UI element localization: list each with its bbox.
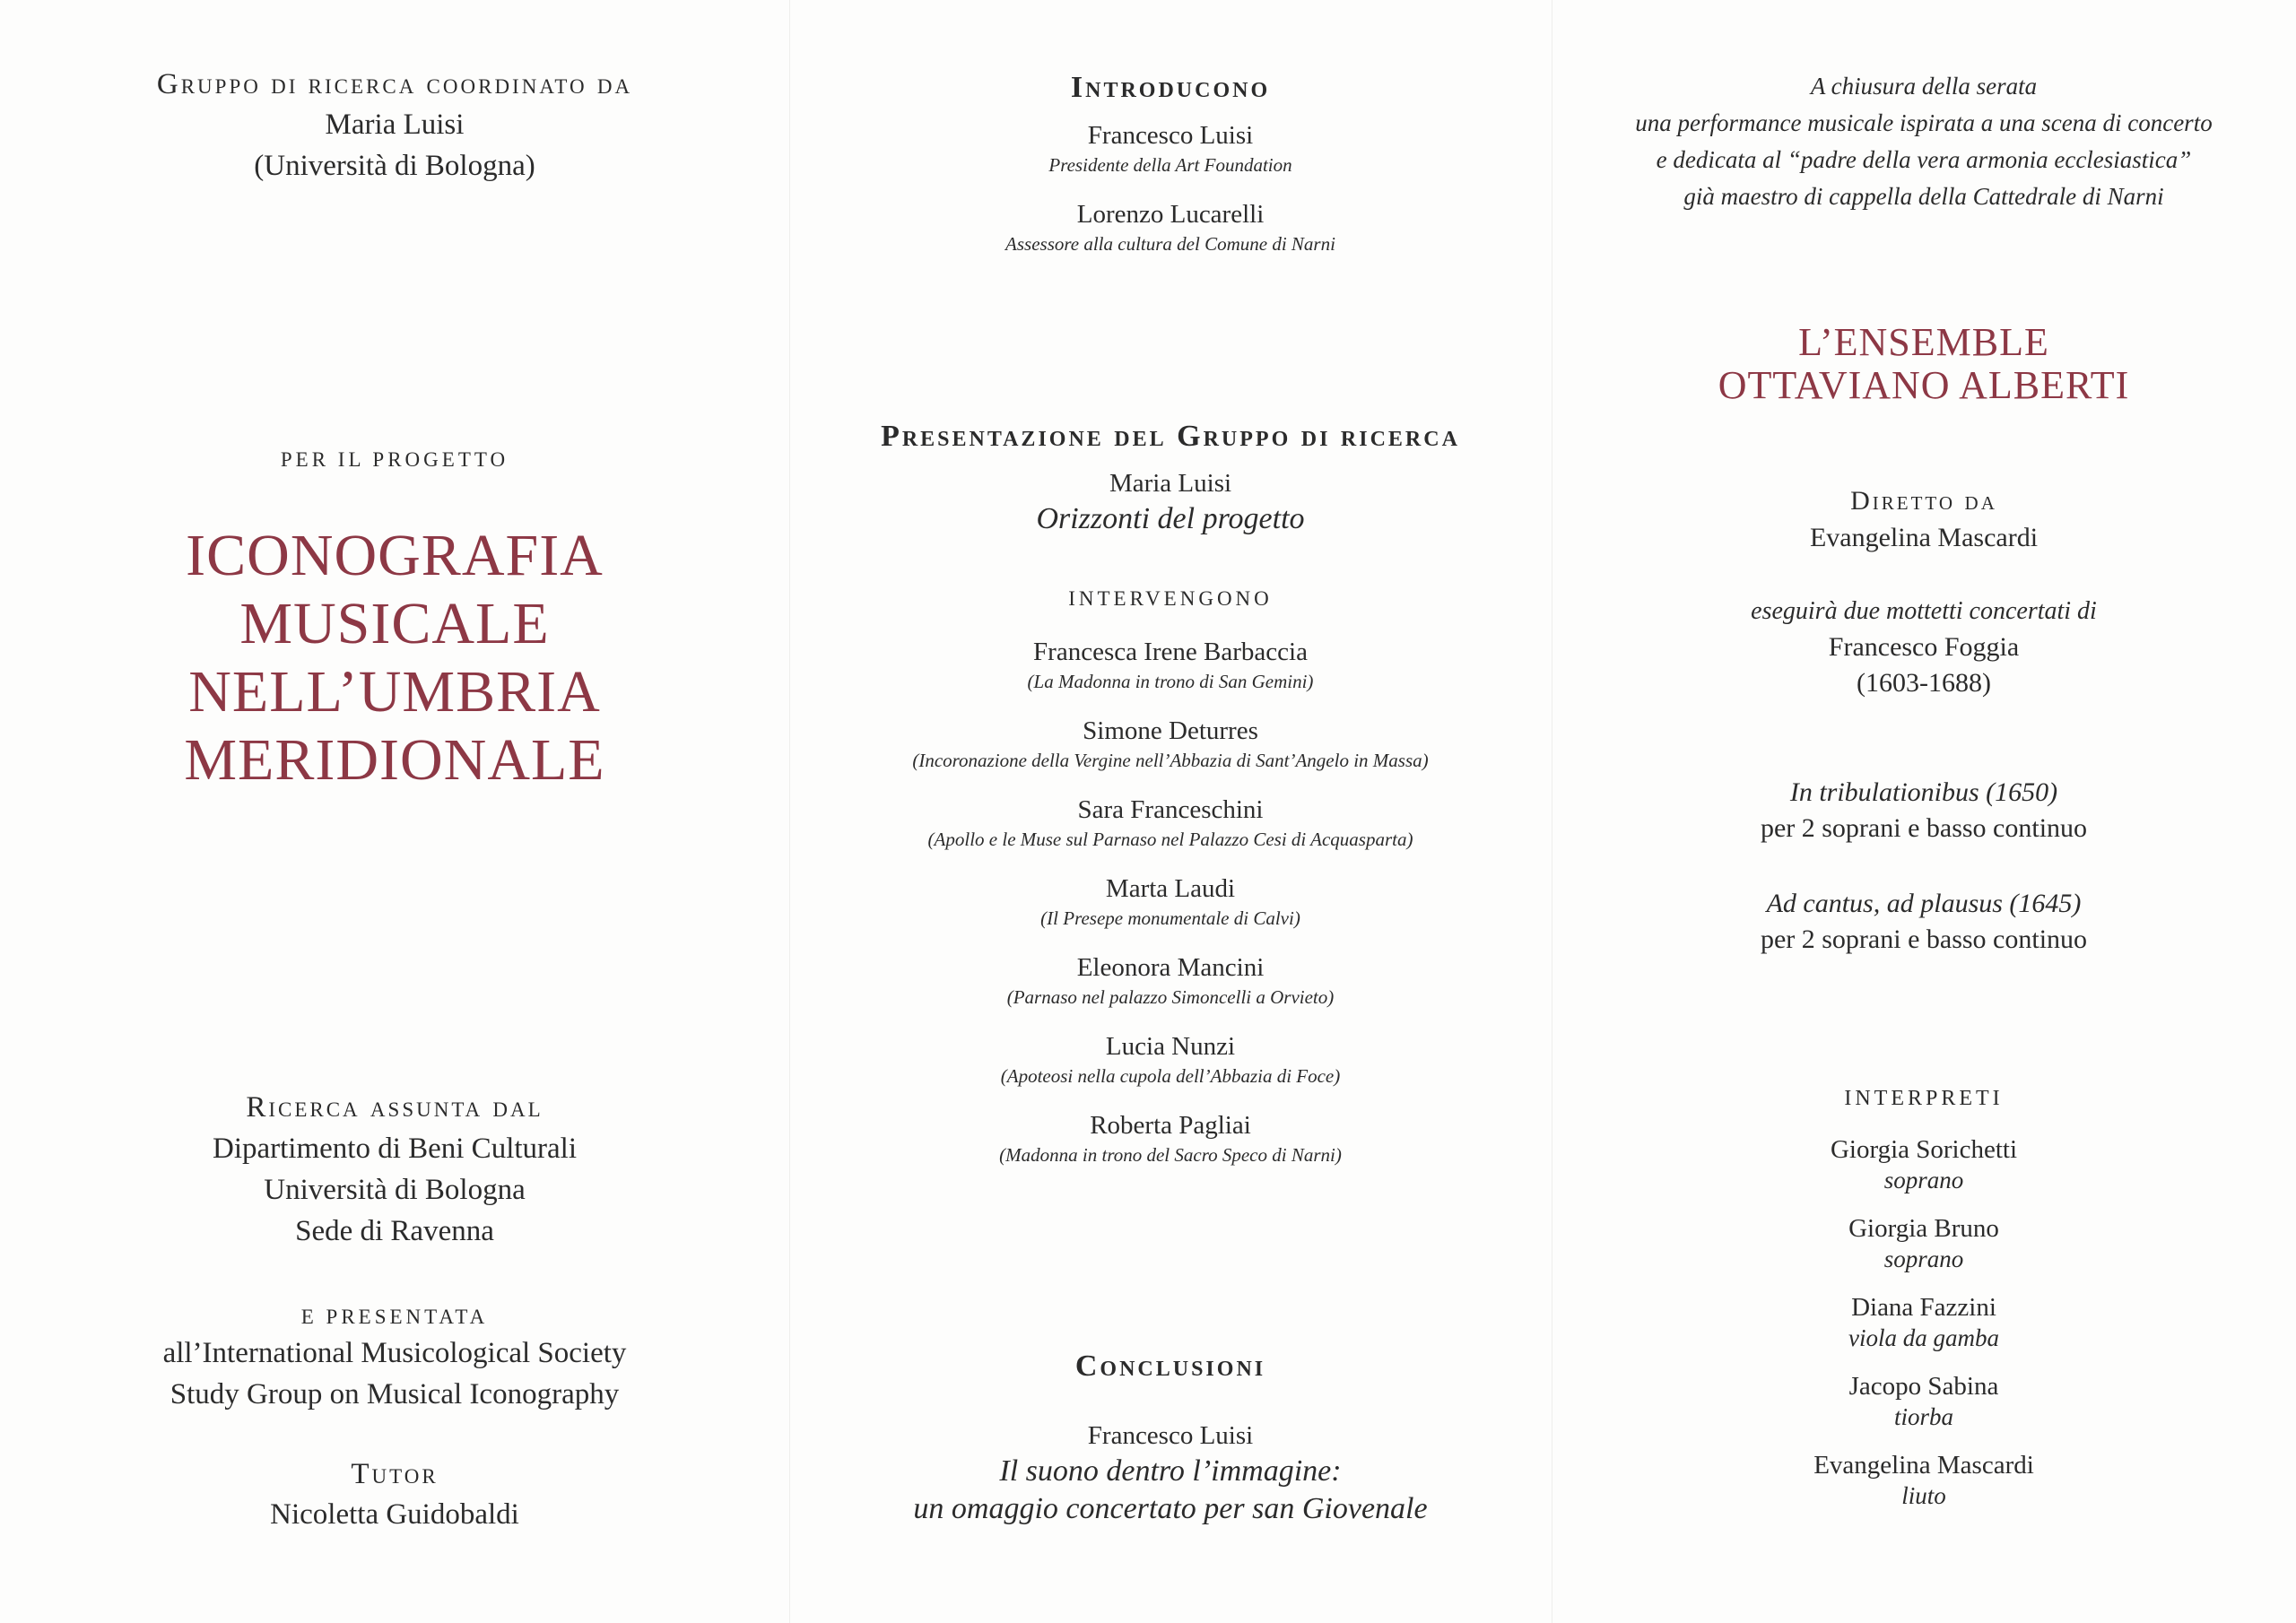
presented-line: Study Group on Musical Iconography bbox=[170, 1378, 620, 1410]
presented-block bbox=[0, 1302, 789, 1415]
performer-name: Diana Fazzini bbox=[1851, 1293, 1996, 1322]
speaker bbox=[789, 1108, 1552, 1167]
directed-label: Diretto da bbox=[1850, 486, 1997, 516]
introducer bbox=[789, 197, 1552, 256]
coordination-block bbox=[0, 65, 789, 187]
closing-line: e dedicata al “padre della vera armonia ecclesiastica” bbox=[1656, 146, 2192, 173]
performer bbox=[1552, 1133, 2296, 1194]
middle-panel bbox=[789, 0, 1552, 1623]
work bbox=[1552, 886, 2296, 958]
composer-dates: (1603-1688) bbox=[1857, 668, 1991, 698]
coordinator-name: Maria Luisi bbox=[325, 108, 465, 141]
speaker-name: Francesca Irene Barbaccia bbox=[1033, 638, 1308, 666]
performer-name: Giorgia Bruno bbox=[1848, 1214, 1999, 1243]
work-scoring: per 2 soprani e basso continuo bbox=[1760, 924, 2088, 954]
performers-label: INTERPRETI bbox=[1844, 1087, 2004, 1110]
performer-name: Evangelina Mascardi bbox=[1813, 1451, 2034, 1480]
closing-note bbox=[1552, 68, 2296, 215]
speaker bbox=[789, 872, 1552, 931]
speaker-topic: (La Madonna in trono di San Gemini) bbox=[1027, 671, 1314, 692]
presentation-title: Orizzonti del progetto bbox=[1036, 502, 1305, 535]
speaker-topic: (Incoronazione della Vergine nell’Abbazia di Sant’Angelo in Massa) bbox=[912, 750, 1429, 771]
speakers-label: INTERVENGONO bbox=[1068, 587, 1273, 610]
introduction-label: Introducono bbox=[1070, 71, 1271, 104]
speaker-name: Roberta Pagliai bbox=[1090, 1111, 1251, 1140]
performer bbox=[1552, 1370, 2296, 1431]
presented-line: all’International Musicological Society bbox=[162, 1337, 627, 1369]
performer bbox=[1552, 1212, 2296, 1273]
closing-line: una performance musicale ispirata a una scena di concerto bbox=[1635, 109, 2213, 136]
performer-name: Giorgia Sorichetti bbox=[1830, 1135, 2018, 1164]
performer-instrument: soprano bbox=[1883, 1245, 1964, 1272]
closing-line: già maestro di cappella della Cattedrale di Narni bbox=[1683, 183, 2164, 210]
performer-name: Jacopo Sabina bbox=[1848, 1372, 1999, 1401]
work-title: In tribulationibus (1650) bbox=[1789, 777, 2058, 807]
speaker bbox=[789, 950, 1552, 1010]
director-block bbox=[1552, 482, 2296, 556]
presentation-label: Presentazione del Gruppo di ricerca bbox=[881, 420, 1460, 453]
performer-instrument: liuto bbox=[1901, 1482, 1946, 1509]
presented-label: E PRESENTATA bbox=[300, 1306, 489, 1328]
introducer bbox=[789, 118, 1552, 178]
work-title: Ad cantus, ad plausus (1645) bbox=[1766, 889, 2082, 918]
performer-instrument: soprano bbox=[1883, 1167, 1964, 1193]
speaker-topic: (Il Presepe monumentale di Calvi) bbox=[1040, 907, 1300, 929]
speaker-topic: (Apoteosi nella cupola dell’Abbazia di Foce) bbox=[1000, 1065, 1341, 1087]
performers-list bbox=[1552, 1133, 2296, 1528]
work-scoring: per 2 soprani e basso continuo bbox=[1760, 813, 2088, 843]
speaker-name: Eleonora Mancini bbox=[1076, 953, 1265, 982]
speaker-name: Sara Franceschini bbox=[1077, 795, 1264, 824]
project-title-line: ICONOGRAFIA bbox=[186, 523, 604, 588]
conclusion-title-line: un omaggio concertato per san Giovenale bbox=[913, 1492, 1428, 1525]
presenter-name: Maria Luisi bbox=[1109, 469, 1232, 498]
composer-name: Francesco Foggia bbox=[1828, 632, 2020, 662]
performer-instrument: tiorba bbox=[1893, 1403, 1953, 1430]
performer-instrument: viola da gamba bbox=[1848, 1324, 1999, 1351]
closing-line: A chiusura della serata bbox=[1810, 73, 2038, 100]
performer bbox=[1552, 1449, 2296, 1510]
right-panel bbox=[1552, 0, 2296, 1623]
program-block bbox=[1552, 594, 2296, 701]
performance-intro: eseguirà due mottetti concertati di bbox=[1751, 597, 2097, 625]
conclusion-title-line: Il suono dentro l’immagine: bbox=[999, 1454, 1342, 1488]
research-line: Dipartimento di Beni Culturali bbox=[212, 1133, 578, 1165]
coordination-label: Gruppo di ricerca coordinato da bbox=[156, 68, 633, 100]
conclusion-label: Conclusioni bbox=[1074, 1350, 1266, 1383]
speaker bbox=[789, 1029, 1552, 1089]
speaker-name: Lucia Nunzi bbox=[1105, 1032, 1236, 1061]
ensemble-title-line: L’ENSEMBLE bbox=[1798, 320, 2049, 364]
project-title bbox=[0, 522, 789, 794]
speaker-name: Marta Laudi bbox=[1105, 874, 1236, 903]
research-label: Ricerca assunta dal bbox=[246, 1091, 544, 1124]
speaker-topic: (Parnaso nel palazzo Simoncelli a Orvieto) bbox=[1006, 986, 1335, 1008]
speaker bbox=[789, 714, 1552, 773]
introducer-role: Assessore alla cultura del Comune di Narni bbox=[1005, 233, 1335, 255]
project-label: PER IL PROGETTO bbox=[280, 448, 509, 471]
research-line: Sede di Ravenna bbox=[295, 1215, 494, 1247]
project-title-line: MUSICALE bbox=[239, 591, 550, 656]
speakers-list bbox=[789, 635, 1552, 1187]
speaker-topic: (Madonna in trono del Sacro Speco di Narni) bbox=[999, 1144, 1342, 1166]
ensemble-title bbox=[1552, 321, 2296, 407]
director-name: Evangelina Mascardi bbox=[1809, 523, 2039, 552]
tutor-name: Nicoletta Guidobaldi bbox=[270, 1498, 519, 1531]
introducer-name: Lorenzo Lucarelli bbox=[1076, 200, 1265, 229]
speaker bbox=[789, 793, 1552, 852]
research-block bbox=[0, 1087, 789, 1252]
speaker-topic: (Apollo e le Muse sul Parnaso nel Palazzo Cesi di Acquasparta) bbox=[927, 829, 1413, 850]
ensemble-title-line: OTTAVIANO ALBERTI bbox=[1718, 363, 2130, 407]
introducer-name: Francesco Luisi bbox=[1087, 121, 1254, 150]
introducer-role: Presidente della Art Foundation bbox=[1048, 154, 1292, 176]
left-panel bbox=[0, 0, 789, 1623]
project-title-line: NELL’UMBRIA bbox=[188, 659, 601, 725]
coordinator-affiliation: (Università di Bologna) bbox=[254, 150, 535, 182]
research-line: Università di Bologna bbox=[264, 1174, 526, 1206]
project-title-line: MERIDIONALE bbox=[184, 727, 605, 793]
performer bbox=[1552, 1291, 2296, 1352]
conclusion-speaker: Francesco Luisi bbox=[1087, 1421, 1254, 1450]
speaker bbox=[789, 635, 1552, 694]
speaker-name: Simone Deturres bbox=[1083, 716, 1258, 745]
tutor-label: Tutor bbox=[351, 1458, 439, 1490]
tutor-block bbox=[0, 1454, 789, 1535]
work bbox=[1552, 775, 2296, 846]
conclusion-block bbox=[789, 1345, 1552, 1528]
introduction-block bbox=[789, 66, 1552, 276]
presentation-block bbox=[789, 414, 1552, 538]
